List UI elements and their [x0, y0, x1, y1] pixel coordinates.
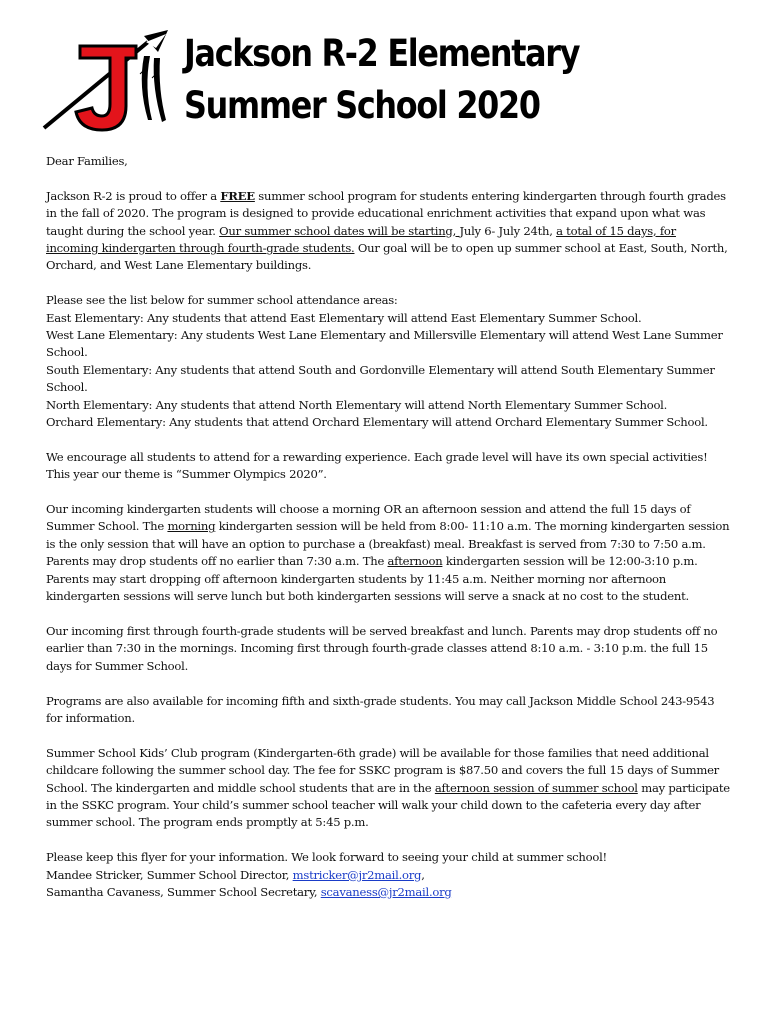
- grades-paragraph: Our incoming first through fourth-grade students will be served breakfast and lunch. Parents may drop students off no earlier than 7:30 in the mornings. Incoming first through fourth-grade classes attend 8:10 a.m. - 3:10 p.m. the full 15 days for Summer School.: [46, 623, 718, 673]
- programs-paragraph: Programs are also available for incoming fifth and sixth-grade students. You may call Jackson Middle School 243-9543 for information.: [46, 693, 715, 725]
- school-logo: [40, 28, 172, 136]
- intro-text-4: Our goal will be to open up summer school at East, South, North, Orchard, and West Lane Elementary buildings.: [46, 241, 728, 273]
- kinder-text-2: kindergarten session will be held from 8:00- 11:10 a.m. The morning kindergarten session is the only session that will have an option to purchase a (breakfast) meal. Breakfast is served from 7:30 to 7:50 a.m. Parents may drop students off no earlier than 7:30 a.m. The: [46, 519, 730, 569]
- director-comma: ,: [421, 867, 425, 882]
- secretary-name: Samantha Cavaness, Summer School Secretary,: [46, 884, 321, 899]
- encourage-paragraph: We encourage all students to attend for a rewarding experience. Each grade level will have its own special activities! This year our theme is “Summer Olympics 2020”.: [46, 449, 708, 482]
- kinder-morning: morning: [167, 519, 216, 534]
- intro-dates: July 6- July 24th,: [459, 223, 557, 238]
- areas-heading: Please see the list below for summer school attendance areas:: [46, 293, 398, 308]
- sskc-text-1: Summer School Kids’ Club program (Kindergarten-6th grade) will be available for those families that need additional childcare following the summer school day. The fee for SSKC program is $87.50 and covers the full 15 days of Summer School. The kindergarten and middle school students that are in the: [46, 745, 719, 795]
- kinder-text-3: kindergarten session will be 12:00-3:10 p.m. Parents may start dropping off afternoon kindergarten students by 11:45 a.m. Neither morning nor afternoon kindergarten sessions will serve lunch but both kindergarten sessions will serve a snack at no cost to the student.: [46, 554, 698, 604]
- intro-paragraph: [46, 188, 730, 275]
- intro-total-underline: a total of 15 days, for incoming kindergarten through fourth-grade students.: [46, 223, 676, 256]
- area-item: North Elementary: Any students that attend North Elementary will attend North Elementary Summer School.: [46, 397, 668, 412]
- director-email-link[interactable]: mstricker@jr2mail.org: [292, 867, 422, 882]
- kinder-afternoon: afternoon: [387, 554, 443, 569]
- intro-text-2: summer school program for students entering kindergarten through fourth grades in the fall of 2020. The program is designed to provide educational enrichment activities that expand upon what was taught during the school year.: [46, 188, 726, 238]
- page-title: [184, 28, 579, 132]
- director-name: Mandee Stricker, Summer School Director,: [46, 867, 293, 882]
- letter-body: [46, 153, 730, 901]
- secretary-email-link[interactable]: scavaness@jr2mail.org: [320, 884, 452, 899]
- closing: Please keep this flyer for your information. We look forward to seeing your child at summer school!: [46, 850, 607, 865]
- signature-director: [46, 867, 730, 884]
- header: [34, 26, 754, 136]
- signature-secretary: [46, 884, 730, 901]
- kinder-text-1: Our incoming kindergarten students will choose a morning OR an afternoon session and attend the full 15 days of Summer School. The: [46, 502, 691, 534]
- sskc-text-2: may participate in the SSKC program. Your child’s summer school teacher will walk your child down to the cafeteria every day after summer school. The program ends promptly at 5:45 p.m.: [46, 780, 730, 830]
- area-item: West Lane Elementary: Any students West Lane Elementary and Millersville Elementary will attend West Lane Summer School.: [46, 328, 723, 360]
- area-item: Orchard Elementary: Any students that attend Orchard Elementary will attend Orchard Elementary Summer School.: [46, 415, 708, 430]
- area-item: East Elementary: Any students that attend East Elementary will attend East Elementary Summer School.: [46, 310, 642, 325]
- free-emphasis: FREE: [220, 188, 255, 203]
- salutation: Dear Families,: [46, 154, 128, 168]
- intro-text-1: Jackson R-2 is proud to offer a: [46, 188, 221, 203]
- sskc-paragraph: [46, 745, 730, 832]
- sskc-afternoon-underline: afternoon session of summer school: [434, 780, 638, 795]
- kindergarten-paragraph: [46, 501, 730, 605]
- area-item: South Elementary: Any students that attend South and Gordonville Elementary will attend South Elementary Summer School.: [46, 362, 715, 395]
- title-line-2: Summer School 2020: [184, 84, 540, 127]
- intro-dates-underline: Our summer school dates will be starting,: [219, 223, 460, 238]
- title-line-1: Jackson R-2 Elementary: [184, 32, 580, 75]
